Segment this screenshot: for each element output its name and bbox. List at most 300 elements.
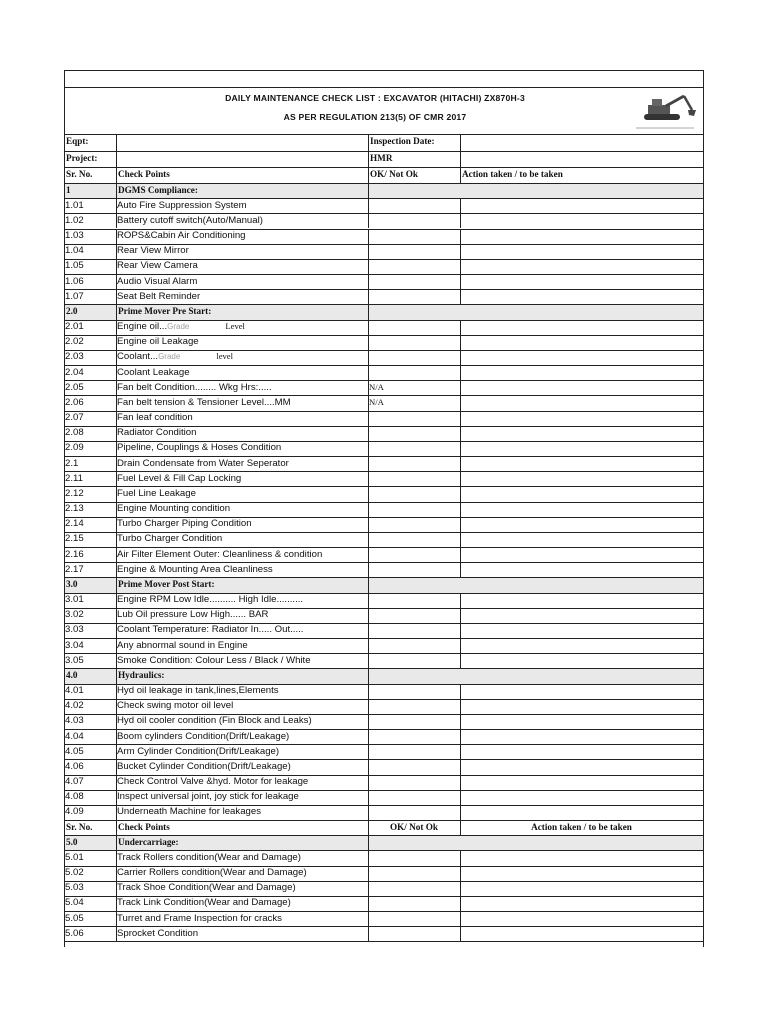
column-divider: [460, 213, 461, 228]
row-check-point: [117, 382, 366, 393]
hmr-label: HMR: [370, 152, 393, 163]
check-point-text: Carrier Rollers condition(Wear and Damage): [117, 867, 307, 879]
column-divider: [368, 395, 369, 410]
row-check-point: [117, 913, 366, 924]
column-divider: [368, 244, 369, 259]
row-check-point: [117, 882, 366, 893]
column-divider: [460, 517, 461, 532]
check-point-text: Underneath Machine for leakages: [117, 806, 261, 818]
column-divider: [460, 395, 461, 410]
column-divider: [368, 790, 369, 805]
row-divider: [64, 759, 704, 760]
check-point-text: Track Rollers condition(Wear and Damage): [117, 851, 301, 863]
column-divider: [460, 289, 461, 304]
column-divider: [116, 896, 117, 911]
page-subtitle: AS PER REGULATION 213(5) OF CMR 2017: [283, 112, 467, 122]
row-sr-number: 5.03: [65, 882, 84, 894]
column-divider: [460, 638, 461, 653]
column-divider: [368, 441, 369, 456]
row-sr-number: 1.06: [65, 275, 84, 287]
row-ok-value: N/A: [369, 397, 384, 408]
row-check-point: [117, 867, 366, 878]
check-point-text: Track Link Condition(Wear and Damage): [117, 897, 291, 909]
column-divider: [460, 365, 461, 380]
column-divider: [116, 881, 117, 896]
column-divider: [368, 623, 369, 638]
column-divider: [460, 623, 461, 638]
check-point-text: Arm Cylinder Condition(Drift/Leakage): [117, 745, 280, 757]
row-sr-number: 2.12: [65, 487, 84, 499]
column-divider: [116, 198, 117, 213]
column-divider: [460, 456, 461, 471]
column-divider: [116, 411, 117, 426]
column-divider: [460, 134, 461, 183]
column-divider: [460, 547, 461, 562]
column-divider: [460, 699, 461, 714]
column-divider: [116, 911, 117, 926]
column-divider: [116, 608, 117, 623]
column-divider: [368, 380, 369, 395]
check-point-text: Rear View Mirror: [117, 245, 189, 257]
row-sr-number: 3.02: [65, 609, 84, 621]
column-divider: [368, 183, 369, 198]
row-check-point: [117, 746, 366, 757]
column-divider: [368, 835, 369, 850]
check-point-text: Turbo Charger Piping Condition: [117, 518, 252, 530]
row-sr-number: 2.01: [65, 321, 84, 333]
column-divider: [460, 502, 461, 517]
column-divider: [460, 653, 461, 668]
column-divider: [368, 259, 369, 274]
row-sr-number: 4.02: [65, 700, 84, 712]
column-divider: [460, 532, 461, 547]
row-sr-number: 1.04: [65, 245, 84, 257]
column-divider: [368, 699, 369, 714]
level-hint: level: [216, 351, 234, 362]
column-divider: [460, 562, 461, 577]
column-divider: [368, 304, 369, 319]
column-divider: [460, 259, 461, 274]
row-check-point: [117, 533, 366, 544]
row-check-point: [117, 336, 366, 347]
column-divider: [116, 684, 117, 699]
column-divider: [368, 608, 369, 623]
check-point-text: Fan belt Condition........ Wkg Hrs:.....: [117, 381, 272, 393]
column-divider: [460, 471, 461, 486]
column-divider: [116, 502, 117, 517]
column-divider: [116, 471, 117, 486]
column-divider: [116, 850, 117, 865]
row-check-point: [117, 473, 366, 484]
row-check-point: [117, 624, 366, 635]
row-check-point: [117, 685, 366, 696]
row-sr-number: 3.03: [65, 624, 84, 636]
column-divider: [368, 350, 369, 365]
check-point-text: Any abnormal sound in Engine: [117, 639, 248, 651]
column-header-check: Check Points: [118, 169, 170, 179]
column-divider: [460, 775, 461, 790]
section-number: 3.0: [66, 579, 78, 590]
row-check-point: [117, 791, 366, 802]
column-divider: [116, 456, 117, 471]
column-divider: [116, 486, 117, 501]
column-divider: [460, 380, 461, 395]
section-title: DGMS Compliance:: [118, 185, 198, 195]
column-divider: [116, 320, 117, 335]
column-divider: [460, 911, 461, 926]
row-sr-number: 4.06: [65, 760, 84, 772]
inspection-date-label: Inspection Date:: [370, 136, 435, 146]
row-check-point: [117, 609, 366, 620]
repeat-header-check: Check Points: [118, 822, 170, 833]
column-divider: [368, 320, 369, 335]
row-check-point: [117, 291, 366, 302]
column-divider: [368, 668, 369, 683]
section-title: Hydraulics:: [118, 670, 165, 681]
column-divider: [460, 866, 461, 881]
column-divider: [460, 593, 461, 608]
column-divider: [460, 608, 461, 623]
row-divider: [64, 820, 704, 821]
row-check-point: [117, 518, 366, 529]
row-divider: [64, 941, 704, 942]
row-check-point: [117, 245, 366, 256]
row-sr-number: 5.02: [65, 867, 84, 879]
column-divider: [460, 244, 461, 259]
column-divider: [116, 426, 117, 441]
row-sr-number: 1.01: [65, 199, 84, 211]
row-sr-number: 4.09: [65, 806, 84, 818]
check-point-text: Check Control Valve &hyd. Motor for leakage: [117, 776, 309, 788]
eqpt-label: Eqpt:: [66, 136, 89, 146]
column-divider: [368, 134, 369, 183]
column-divider: [116, 562, 117, 577]
column-divider: [368, 638, 369, 653]
column-divider: [116, 517, 117, 532]
check-point-text: Hyd oil cooler condition (Fin Block and Leaks): [117, 715, 312, 727]
row-sr-number: 2.08: [65, 427, 84, 439]
row-sr-number: 5.05: [65, 912, 84, 924]
row-check-point: [117, 564, 366, 575]
column-divider: [368, 289, 369, 304]
section-title: Prime Mover Post Start:: [118, 579, 215, 590]
column-divider: [368, 213, 369, 228]
row-check-point: [117, 852, 366, 863]
row-sr-number: 5.01: [65, 851, 84, 863]
column-divider: [460, 441, 461, 456]
column-divider: [368, 456, 369, 471]
column-divider: [368, 198, 369, 213]
check-point-text: Fan belt tension & Tensioner Level....MM: [117, 396, 291, 408]
column-header-action: Action taken / to be taken: [462, 169, 563, 179]
column-divider: [368, 896, 369, 911]
row-check-point: [117, 367, 366, 378]
check-point-text: Boom cylinders Condition(Drift/Leakage): [117, 730, 290, 742]
column-divider: [460, 926, 461, 941]
page-title: DAILY MAINTENANCE CHECK LIST : EXCAVATOR (HITACHI) ZX870H-3: [225, 93, 525, 103]
column-divider: [116, 134, 117, 183]
column-divider: [368, 775, 369, 790]
row-sr-number: 3.05: [65, 654, 84, 666]
check-point-text: Radiator Condition: [117, 427, 197, 439]
column-divider: [368, 562, 369, 577]
row-sr-number: 4.04: [65, 730, 84, 742]
column-divider: [368, 411, 369, 426]
section-number: 1: [66, 185, 71, 195]
check-point-text: Coolant Temperature: Radiator In..... Out.....: [117, 624, 304, 636]
column-divider: [116, 653, 117, 668]
section-title: Undercarriage:: [118, 837, 179, 848]
check-point-text: Inspect universal joint, joy stick for leakage: [117, 791, 299, 803]
column-divider: [116, 441, 117, 456]
row-sr-number: 2.16: [65, 548, 84, 560]
column-divider: [116, 866, 117, 881]
row-sr-number: 1.07: [65, 290, 84, 302]
column-divider: [116, 729, 117, 744]
column-divider: [116, 183, 117, 198]
column-divider: [460, 411, 461, 426]
row-check-point: [117, 640, 366, 651]
check-point-text: ROPS&Cabin Air Conditioning: [117, 230, 246, 241]
column-divider: [368, 850, 369, 865]
column-divider: [116, 350, 117, 365]
column-divider: [116, 380, 117, 395]
row-check-point: [117, 761, 366, 772]
column-divider: [460, 350, 461, 365]
check-point-text: Smoke Condition: Colour Less / Black / White: [117, 654, 311, 666]
check-point-text: Battery cutoff switch(Auto/Manual): [117, 214, 263, 226]
check-point-text: Rear View Camera: [117, 260, 198, 272]
row-sr-number: 2.13: [65, 503, 84, 515]
check-point-text: Engine Mounting condition: [117, 503, 231, 515]
column-header-sr: Sr. No.: [66, 169, 93, 179]
column-divider: [116, 775, 117, 790]
column-divider: [368, 274, 369, 289]
row-sr-number: 2.05: [65, 381, 84, 393]
row-divider: [64, 850, 704, 851]
row-check-point: [117, 700, 366, 711]
row-check-point: [117, 549, 366, 560]
grade-hint: Grade: [158, 352, 181, 362]
column-divider: [116, 547, 117, 562]
row-check-point: [117, 776, 366, 787]
column-divider: [368, 911, 369, 926]
column-divider: [460, 229, 461, 244]
column-divider: [116, 714, 117, 729]
check-point-text: Turret and Frame Inspection for cracks: [117, 912, 282, 924]
check-point-text: Air Filter Element Outer: Cleanliness & condition: [117, 548, 323, 560]
row-check-point: [117, 260, 366, 271]
column-divider: [116, 759, 117, 774]
column-divider: [368, 577, 369, 592]
row-check-point: [117, 412, 366, 423]
column-divider: [460, 790, 461, 805]
row-check-point: [117, 503, 366, 514]
column-divider: [368, 744, 369, 759]
check-point-text: Engine oil...: [117, 321, 168, 333]
row-sr-number: 4.07: [65, 776, 84, 788]
row-check-point: [117, 321, 366, 332]
column-divider: [460, 759, 461, 774]
column-divider: [460, 684, 461, 699]
row-sr-number: 2.07: [65, 412, 84, 424]
row-ok-value: N/A: [369, 382, 384, 393]
column-divider: [116, 229, 117, 244]
project-label: Project:: [66, 152, 98, 163]
row-check-point: [117, 230, 366, 241]
column-divider: [116, 623, 117, 638]
column-divider: [460, 744, 461, 759]
row-sr-number: 1.03: [65, 230, 84, 241]
column-divider: [116, 395, 117, 410]
section-number: 4.0: [66, 670, 78, 681]
column-divider: [116, 820, 117, 835]
excavator-icon: [628, 88, 700, 132]
section-number: 2.0: [66, 306, 78, 317]
row-sr-number: 2.06: [65, 396, 84, 408]
row-sr-number: 2.04: [65, 366, 84, 378]
row-sr-number: 2.15: [65, 533, 84, 545]
row-divider: [64, 395, 704, 396]
column-divider: [116, 593, 117, 608]
grade-hint: Grade: [167, 322, 190, 332]
column-divider: [116, 335, 117, 350]
column-divider: [116, 744, 117, 759]
row-check-point: [117, 442, 366, 453]
check-point-text: Fuel Line Leakage: [117, 487, 196, 499]
column-divider: [368, 926, 369, 941]
row-check-point: [117, 897, 366, 908]
column-divider: [368, 714, 369, 729]
row-check-point: [117, 731, 366, 742]
row-check-point: [117, 276, 366, 287]
row-sr-number: 2.11: [65, 472, 83, 484]
column-divider: [368, 653, 369, 668]
row-sr-number: 2.02: [65, 336, 84, 348]
row-check-point: [117, 458, 366, 469]
row-sr-number: 5.04: [65, 897, 84, 909]
column-divider: [460, 486, 461, 501]
column-divider: [116, 274, 117, 289]
column-divider: [460, 198, 461, 213]
row-check-point: [117, 715, 366, 726]
section-number: 5.0: [66, 837, 78, 848]
check-point-text: Bucket Cylinder Condition(Drift/Leakage): [117, 760, 291, 772]
repeat-header-ok: OK/ Not Ok: [390, 822, 438, 833]
column-divider: [368, 229, 369, 244]
column-divider: [460, 820, 461, 835]
column-divider: [368, 426, 369, 441]
column-divider: [368, 805, 369, 820]
column-divider: [460, 426, 461, 441]
column-divider: [116, 699, 117, 714]
check-point-text: Fan leaf condition: [117, 412, 193, 424]
row-sr-number: 1.02: [65, 214, 84, 226]
column-divider: [116, 926, 117, 941]
row-check-point: [117, 397, 366, 408]
column-divider: [116, 289, 117, 304]
column-divider: [460, 335, 461, 350]
check-point-text: Check swing motor oil level: [117, 700, 234, 712]
column-divider: [116, 532, 117, 547]
row-sr-number: 2.14: [65, 518, 84, 530]
column-divider: [368, 486, 369, 501]
row-check-point: [117, 427, 366, 438]
column-divider: [460, 805, 461, 820]
column-divider: [368, 335, 369, 350]
check-point-text: Hyd oil leakage in tank,lines,Elements: [117, 685, 279, 697]
column-divider: [116, 835, 117, 850]
column-divider: [368, 759, 369, 774]
row-sr-number: 4.05: [65, 745, 84, 757]
row-sr-number: 2.03: [65, 351, 84, 363]
column-divider: [368, 547, 369, 562]
row-sr-number: 3.04: [65, 639, 84, 651]
column-divider: [116, 304, 117, 319]
check-point-text: Lub Oil pressure Low High...... BAR: [117, 609, 269, 621]
row-sr-number: 2.17: [65, 563, 84, 575]
column-divider: [116, 365, 117, 380]
column-divider: [368, 820, 369, 835]
check-point-text: Seat Belt Reminder: [117, 290, 201, 302]
check-point-text: Pipeline, Couplings & Hoses Condition: [117, 442, 282, 454]
row-divider: [64, 486, 704, 487]
row-check-point: [117, 200, 366, 211]
column-divider: [368, 881, 369, 896]
row-sr-number: 2.1: [65, 457, 79, 469]
level-hint: Level: [225, 321, 245, 332]
repeat-header-action: Action taken / to be taken: [531, 822, 632, 833]
column-divider: [368, 502, 369, 517]
check-point-text: Fuel Level & Fill Cap Locking: [117, 472, 242, 484]
column-divider: [460, 714, 461, 729]
column-divider: [116, 790, 117, 805]
column-divider: [460, 881, 461, 896]
column-header-ok: OK/ Not Ok: [370, 169, 418, 179]
column-divider: [460, 896, 461, 911]
column-divider: [460, 729, 461, 744]
column-divider: [368, 532, 369, 547]
check-point-text: Coolant...: [117, 351, 159, 363]
check-point-text: Engine & Mounting Area Cleanliness: [117, 563, 273, 575]
column-divider: [116, 805, 117, 820]
row-check-point: [117, 928, 366, 939]
column-divider: [116, 259, 117, 274]
column-divider: [116, 638, 117, 653]
row-sr-number: 4.01: [65, 685, 84, 697]
check-point-text: Track Shoe Condition(Wear and Damage): [117, 882, 296, 894]
row-check-point: [117, 488, 366, 499]
row-sr-number: 3.01: [65, 594, 84, 606]
column-divider: [368, 517, 369, 532]
check-point-text: Coolant Leakage: [117, 366, 190, 378]
row-divider: [64, 167, 704, 168]
check-point-text: Sprocket Condition: [117, 927, 199, 939]
column-divider: [368, 866, 369, 881]
column-divider: [368, 593, 369, 608]
column-divider: [368, 365, 369, 380]
column-divider: [116, 668, 117, 683]
row-check-point: [117, 806, 366, 817]
column-divider: [116, 213, 117, 228]
row-check-point: [117, 655, 366, 666]
row-check-point: [117, 215, 366, 226]
check-point-text: Audio Visual Alarm: [117, 275, 198, 287]
column-divider: [460, 274, 461, 289]
row-sr-number: 5.06: [65, 927, 84, 939]
check-point-text: Auto Fire Suppression System: [117, 199, 247, 211]
column-divider: [368, 729, 369, 744]
